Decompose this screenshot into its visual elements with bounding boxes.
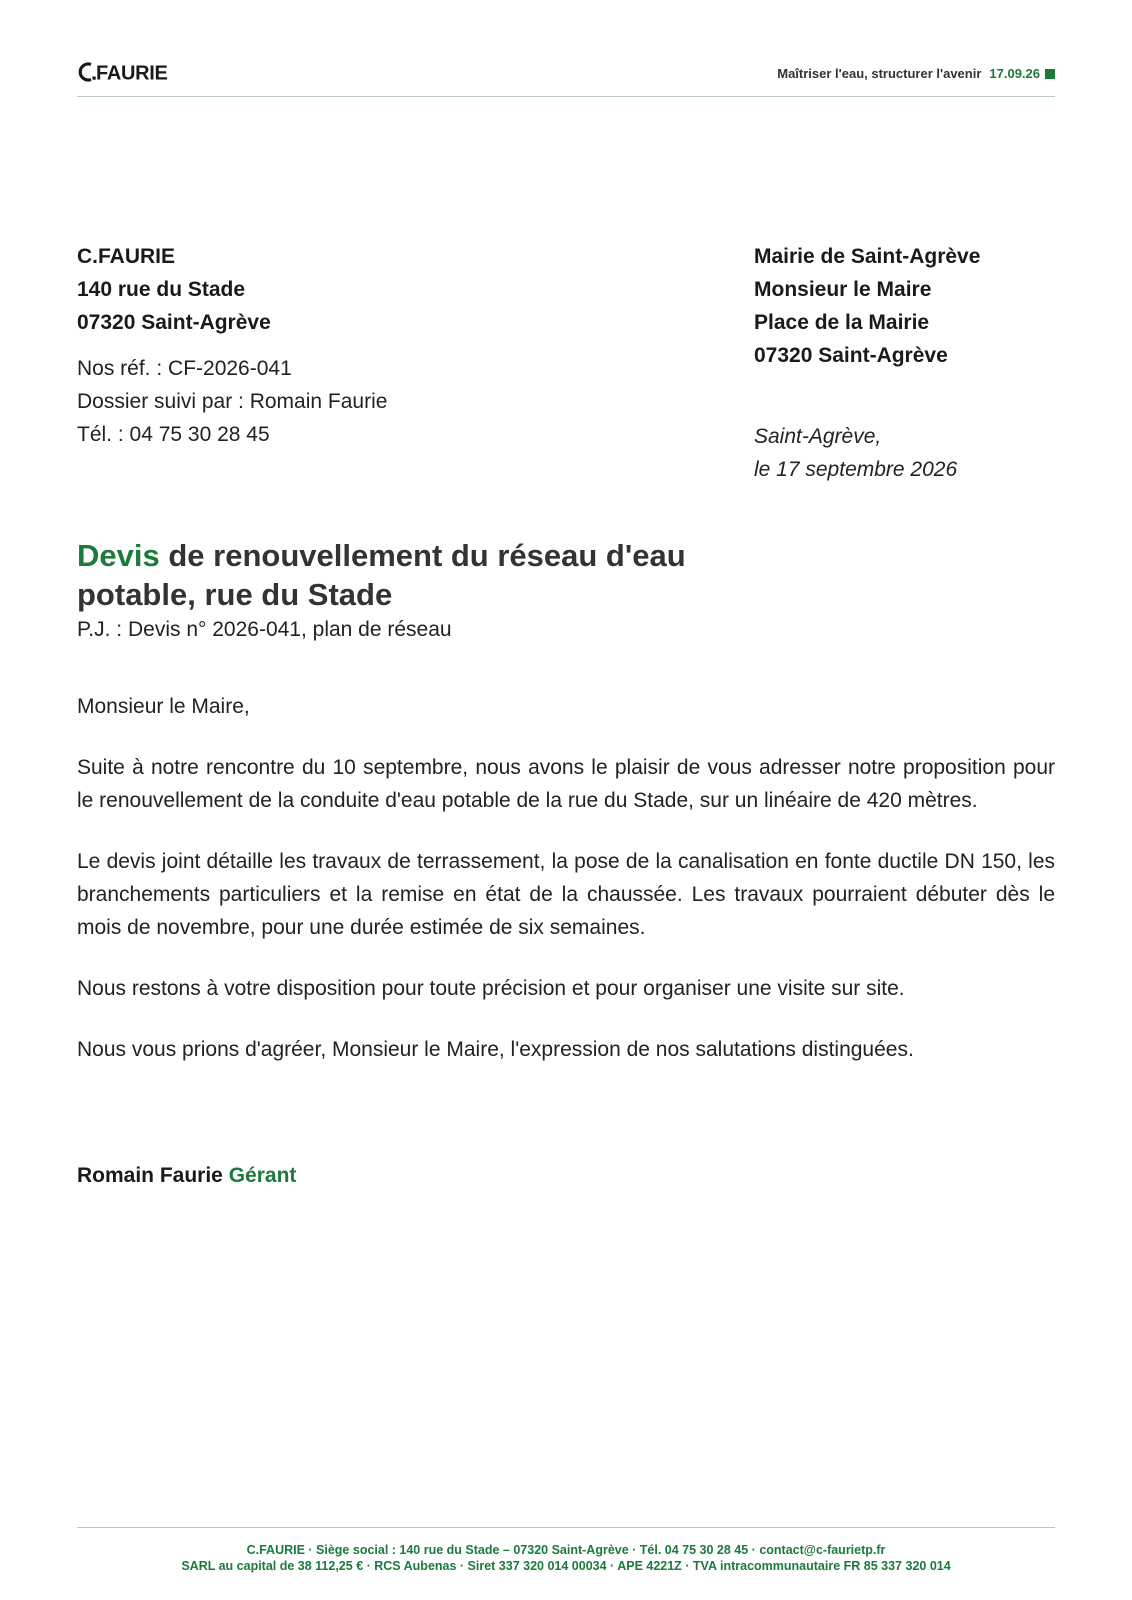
followed-by: Dossier suivi par : Romain Faurie [77,390,388,413]
sender-street: 140 rue du Stade [77,278,246,301]
sender-name: C.FAURIE [77,245,176,268]
letter-date: le 17 septembre 2026 [754,458,958,481]
legal-footer [77,1527,1055,1574]
sender-phone: Tél. : 04 75 30 28 45 [77,423,270,446]
signatory-name: Romain Faurie [77,1164,223,1187]
letter-body [77,690,1055,1094]
logo-mark-icon [77,62,173,82]
signature [77,1164,296,1188]
footer-line-2: SARL au capital de 38 112,25 € · RCS Aubenas · Siret 337 320 014 00034 · APE 4221Z · TVA intracommunautaire FR 85 337 320 014 [181,1559,951,1573]
our-reference: Nos réf. : CF-2026-041 [77,357,292,380]
letterhead [77,60,1055,97]
tagline-text: Maîtriser l'eau, structurer l'avenir [777,66,982,81]
footer-line-1: C.FAURIE · Siège social : 140 rue du Stade – 07320 Saint-Agrève · Tél. 04 75 30 28 45 · contact@c-faurietp.fr [246,1543,886,1557]
letter-subject [77,536,777,614]
svg-text:FAURIE: FAURIE [96,62,168,82]
salutation: Monsieur le Maire, [77,695,250,718]
attachments-line: P.J. : Devis n° 2026-041, plan de réseau [77,618,452,641]
square-marker-icon [1045,69,1055,79]
subject-accent: Devis [77,538,160,573]
recipient-block [754,240,980,372]
recipient-line-3: Place de la Mairie [754,311,930,334]
paragraph-1: Suite à notre rencontre du 10 septembre, nous avons le plaisir de vous adresser notre proposition pour le renouvellement de la conduite d'eau potable de la rue du Stade, sur un linéaire de 420 mètres. [77,756,1055,812]
place-and-date [754,420,957,486]
signatory-role: Gérant [228,1164,297,1187]
sender-block [77,240,387,451]
place: Saint-Agrève, [754,425,882,448]
sender-city: 07320 Saint-Agrève [77,311,271,334]
closing-formula: Nous vous prions d'agréer, Monsieur le Maire, l'expression de nos salutations distinguées. [77,1038,914,1061]
paragraph-3: Nous restons à votre disposition pour toute précision et pour organiser une visite sur site. [77,977,905,1000]
recipient-line-1: Mairie de Saint-Agrève [754,245,981,268]
recipient-line-4: 07320 Saint-Agrève [754,344,948,367]
sender-references [77,352,387,451]
header-date: 17.09.26 [989,66,1040,81]
subject-rest: de renouvellement du réseau d'eau potable, rue du Stade [77,538,686,612]
recipient-line-2: Monsieur le Maire [754,278,932,301]
company-logo [77,62,173,82]
paragraph-2: Le devis joint détaille les travaux de terrassement, la pose de la canalisation en fonte ductile DN 150, les branchements particuliers et la remise en état de la chaussée. Les travaux pourraient débuter dès le mois de novembre, pour une durée estimée de six semaines. [77,850,1055,939]
header-tagline [777,66,1055,81]
